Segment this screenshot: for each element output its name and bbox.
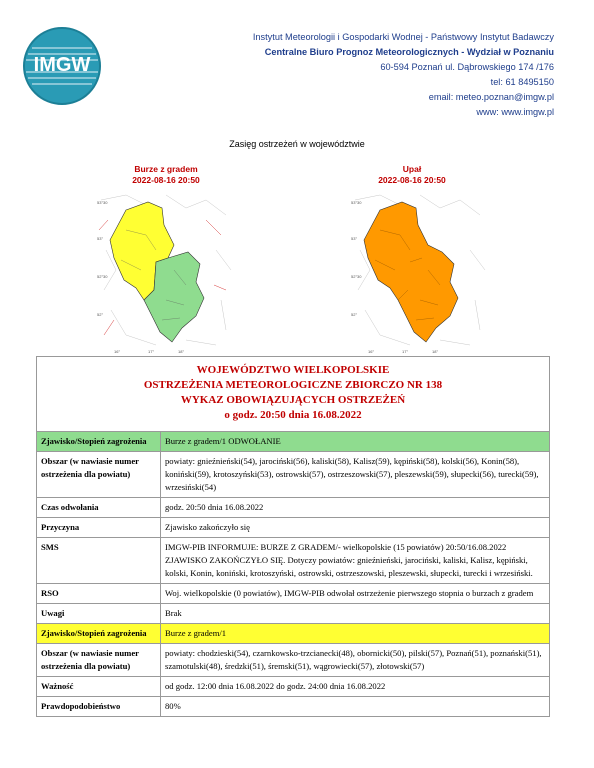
warnings-table	[36, 356, 550, 717]
title-line: WYKAZ OBOWIĄZUJĄCYCH OSTRZEŻEŃ	[180, 394, 406, 406]
row-key: Ważność	[37, 677, 161, 697]
map-upal	[350, 190, 488, 355]
row-key: Zjawisko/Stopień zagrożenia	[37, 432, 161, 452]
svg-text:53°: 53°	[351, 236, 358, 241]
row-value: od godz. 12:00 dnia 16.08.2022 do godz. 24:00 dnia 16.08.2022	[161, 677, 550, 697]
row-value: IMGW-PIB INFORMUJE: BURZE Z GRADEM/- wielkopolskie (15 powiatów) 20:50/16.08.2022 ZJAWISKO ZAKOŃCZYŁO SIĘ. Dotyczy powiatów: gnieźnieński, jarociński, kaliski, Kalisz, kępiński, kolski, Konin, koniński, krotoszyński, ostrowski, ostrzeszowski, pleszewski, słupecki, turecki i wrzesiński.	[161, 538, 550, 584]
row-value: Burze z gradem/1 ODWOŁANIE	[161, 432, 550, 452]
table-title	[37, 357, 550, 432]
svg-text:18°: 18°	[432, 349, 439, 354]
row-key: Prawdopodobieństwo	[37, 697, 161, 717]
header-info	[194, 30, 554, 120]
svg-text:53°30: 53°30	[351, 200, 362, 205]
table-row	[37, 697, 550, 717]
svg-text:16°: 16°	[368, 349, 375, 354]
svg-text:17°: 17°	[402, 349, 409, 354]
row-value: powiaty: chodzieski(54), czarnkowsko-trzcianecki(48), obornicki(50), pilski(57), Poznań(51), poznański(51), szamotulski(48), średzki(51), śremski(51), wągrowiecki(57), złotowski(57)	[161, 644, 550, 677]
title-line: WOJEWÓDZTWO WIELKOPOLSKIE	[196, 364, 390, 376]
maps-subtitle: Zasięg ostrzeżeń w województwie	[229, 139, 365, 149]
row-key: SMS	[37, 538, 161, 584]
table-row	[37, 538, 550, 584]
map2-title: Upał	[402, 164, 422, 174]
address: 60-594 Poznań ul. Dąbrowskiego 174 /176	[380, 62, 554, 72]
row-value: Woj. wielkopolskie (0 powiatów), IMGW-PIB odwołał ostrzeżenie pierwszego stopnia o burzach z gradem	[161, 584, 550, 604]
table-row	[37, 677, 550, 697]
svg-text:16°: 16°	[114, 349, 121, 354]
imgw-logo	[22, 26, 102, 106]
row-value: godz. 20:50 dnia 16.08.2022	[161, 498, 550, 518]
table-row	[37, 432, 550, 452]
svg-text:52°: 52°	[351, 312, 358, 317]
map-burze	[96, 190, 234, 355]
row-value: Burze z gradem/1	[161, 624, 550, 644]
table-title-row	[37, 357, 550, 432]
table-row	[37, 452, 550, 498]
map1-title: Burze z gradem	[134, 164, 198, 174]
website[interactable]: www: www.imgw.pl	[476, 107, 554, 117]
phone: tel: 61 8495150	[490, 77, 554, 87]
table-row	[37, 518, 550, 538]
row-key: RSO	[37, 584, 161, 604]
bureau-name: Centralne Biuro Prognoz Meteorologicznych - Wydział w Poznaniu	[264, 47, 554, 57]
row-key: Uwagi	[37, 604, 161, 624]
svg-text:53°30: 53°30	[97, 200, 108, 205]
row-value: Zjawisko zakończyło się	[161, 518, 550, 538]
svg-text:53°: 53°	[97, 236, 104, 241]
row-value: Brak	[161, 604, 550, 624]
row-value: 80%	[161, 697, 550, 717]
table-row	[37, 584, 550, 604]
table-row	[37, 624, 550, 644]
table-row	[37, 644, 550, 677]
row-key: Obszar (w nawiasie numer ostrzeżenia dla powiatu)	[37, 644, 161, 677]
table-row	[37, 498, 550, 518]
svg-text:18°: 18°	[178, 349, 185, 354]
map1-label	[96, 164, 236, 186]
row-key: Czas odwołania	[37, 498, 161, 518]
svg-text:52°30: 52°30	[351, 274, 362, 279]
svg-text:52°: 52°	[97, 312, 104, 317]
institute-name: Instytut Meteorologii i Gospodarki Wodnej - Państwowy Instytut Badawczy	[252, 32, 554, 42]
title-line: o godz. 20:50 dnia 16.08.2022	[224, 409, 362, 421]
email[interactable]: email: meteo.poznan@imgw.pl	[428, 92, 554, 102]
map1-date: 2022-08-16 20:50	[132, 175, 200, 185]
row-key: Obszar (w nawiasie numer ostrzeżenia dla powiatu)	[37, 452, 161, 498]
logo-text: IMGW	[33, 54, 91, 76]
map2-date: 2022-08-16 20:50	[378, 175, 446, 185]
row-value: powiaty: gnieźnieński(54), jarociński(56), kaliski(58), Kalisz(59), kępiński(58), kolski(56), Konin(58), koniński(59), krotoszyński(53), ostrowski(57), ostrzeszowski(57), pleszewski(59), słupecki(56), turecki(59), wrzesiński(54)	[161, 452, 550, 498]
svg-text:17°: 17°	[148, 349, 155, 354]
table-row	[37, 604, 550, 624]
svg-text:52°30: 52°30	[97, 274, 108, 279]
map2-label	[342, 164, 482, 186]
row-key: Przyczyna	[37, 518, 161, 538]
row-key: Zjawisko/Stopień zagrożenia	[37, 624, 161, 644]
title-line: OSTRZEŻENIA METEOROLOGICZNE ZBIORCZO NR 138	[143, 379, 443, 391]
